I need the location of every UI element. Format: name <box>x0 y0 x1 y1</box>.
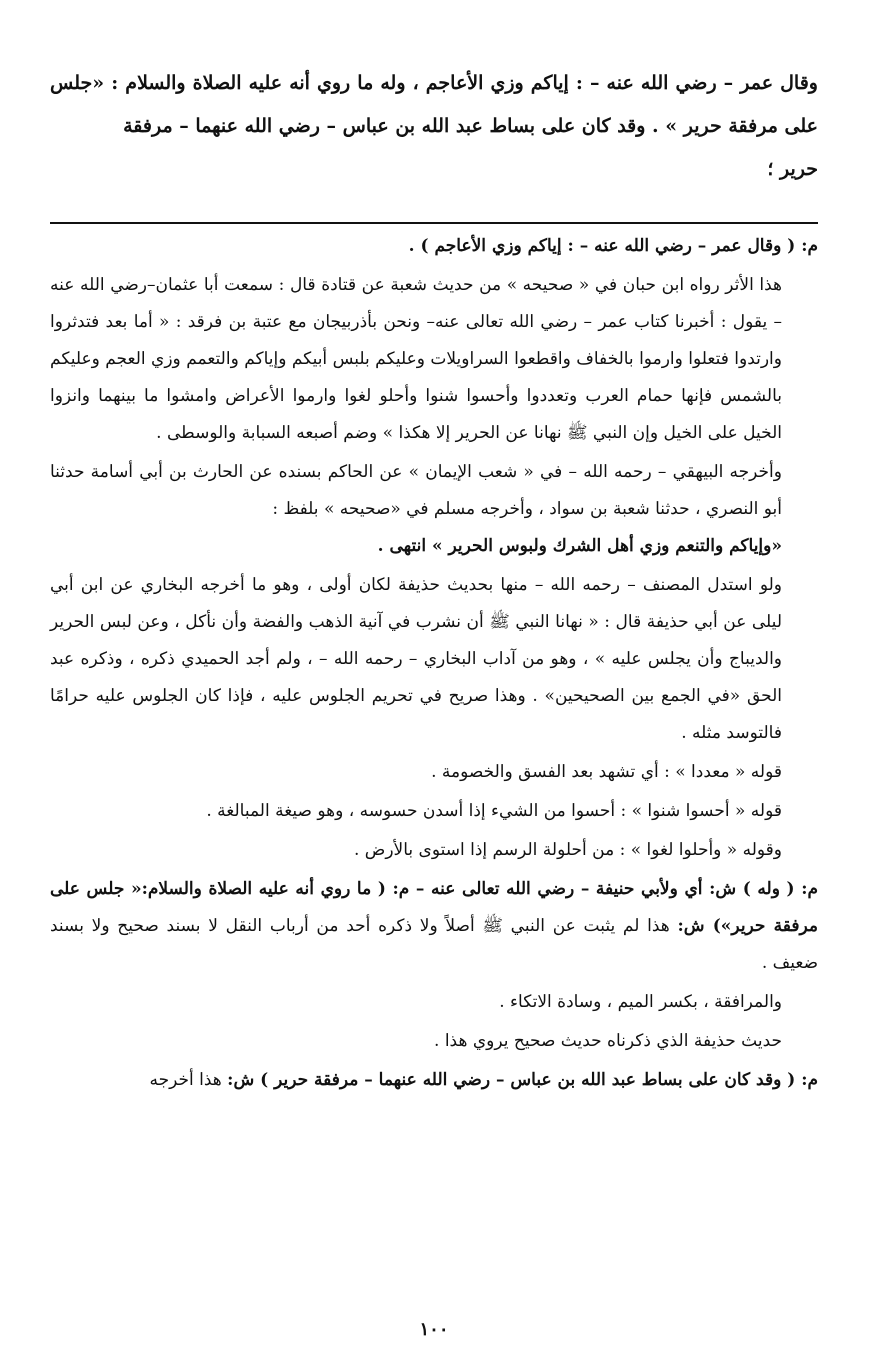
commentary-paragraph: حديث حذيفة الذي ذكرناه حديث صحيح يروي هذا . <box>434 1031 782 1051</box>
commentary-text: هذا لم يثبت عن النبي ﷺ أصلاً ولا ذكره أحد من أرباب النقل لا بسند صحيح ولا بسند ضعيف . <box>50 916 818 973</box>
separator-line <box>50 222 818 224</box>
commentary-paragraph: م: ( وقال عمر – رضي الله عنه – : إياكم وزي الأعاجم ) . <box>408 236 818 256</box>
main-text-line: «جلس على مرفقة حرير » . وقد كان على بساط عبد الله بن عباس – رضي الله عنهما – مرفقة <box>50 72 818 137</box>
commentary-text: هذا أخرجه <box>149 1070 222 1090</box>
main-text-line: حرير ؛ <box>767 158 818 180</box>
commentary-paragraph: والمرافقة ، بكسر الميم ، وسادة الاتكاء . <box>499 992 782 1012</box>
commentary-paragraph <box>50 871 818 982</box>
commentary-paragraph <box>50 454 818 565</box>
main-text <box>50 62 818 191</box>
commentary-text: وأخرجه البيهقي – رحمه الله – في « شعب الإيمان » عن الحاكم بسنده عن الحارث بن أبي أسامة حدثنا أبو النصري ، حدثنا شعبة بن سواد ، وأخرجه مسلم في «صحيحه » بلفظ : <box>50 462 782 519</box>
main-text-line: وقال عمر – رضي الله عنه – : إياكم وزي الأعاجم ، وله ما روي أنه عليه الصلاة والسلام : <box>111 72 818 94</box>
commentary <box>50 228 818 1101</box>
commentary-paragraph <box>50 1062 818 1099</box>
commentary-paragraph: ولو استدل المصنف – رحمه الله – منها بحديث حذيفة لكان أولى ، وهو ما أخرجه البخاري عن ابن أبي ليلى عن أبي حذيفة قال : « نهانا النبي ﷺ أن نشرب في آنية الذهب والفضة وأن نأكل ، وعن لبس الحرير والديباج وأن يجلس عليه » ، وهو من آداب البخاري – رحمه الله – ، ولم أجد الحميدي ذكره ، وذكره عبد الحق «في الجمع بين الصحيحين» . وهذا صريح في تحريم الجلوس عليه ، فإذا كان الجلوس عليه حرامًا فالتوسد مثله . <box>50 575 782 743</box>
commentary-paragraph: وقوله « وأحلوا لغوا » : من أحلولة الرسم إذا استوى بالأرض . <box>353 840 782 860</box>
commentary-heading: م: ( وقد كان على بساط عبد الله بن عباس – رضي الله عنهما – مرفقة حرير ) ش: <box>227 1070 818 1090</box>
commentary-heading: م: ( وله ) ش: أي ولأبي حنيفة – رضي الله تعالى عنه – م: ( ما روي أنه عليه الصلاة والسلام:« جلس على مرفقة حرير») ش: <box>50 879 818 936</box>
commentary-paragraph: قوله « أحسوا شنوا » : أحسوا من الشيء إذا أسدن حسوسه ، وهو صيغة المبالغة . <box>206 801 782 821</box>
commentary-paragraph: هذا الأثر رواه ابن حبان في « صحيحه » من حديث شعبة عن قتادة قال : سمعت أبا عثمان–رضي الله عنه – يقول : أخبرنا كتاب عمر – رضي الله تعالى عنه– ونحن بأذربيجان مع عتبة بن فرقد : « أما بعد فتدثروا وارتدوا فتعلوا وارموا بالخفاف واقطعوا السراويلات وعليكم بلبس أبيكم وإياكم والتعمم وزي العجم وعليكم بالشمس فإنها حمام العرب وتعددوا وأحسوا شنوا وأحلو لغوا وارموا الأعراض وامشوا ما بينهما وانزوا الخيل على الخيل وإن النبي ﷺ نهانا عن الحرير إلا هكذا » وضم أصبعه السبابة والوسطى . <box>50 275 782 443</box>
page-number: ١٠٠ <box>419 1319 449 1340</box>
book-page <box>50 62 818 1352</box>
commentary-quote: «وإياكم والتنعم وزي أهل الشرك ولبوس الحرير » انتهى . <box>377 536 782 556</box>
commentary-paragraph: قوله « معددا » : أي تشهد بعد الفسق والخصومة . <box>431 762 782 782</box>
